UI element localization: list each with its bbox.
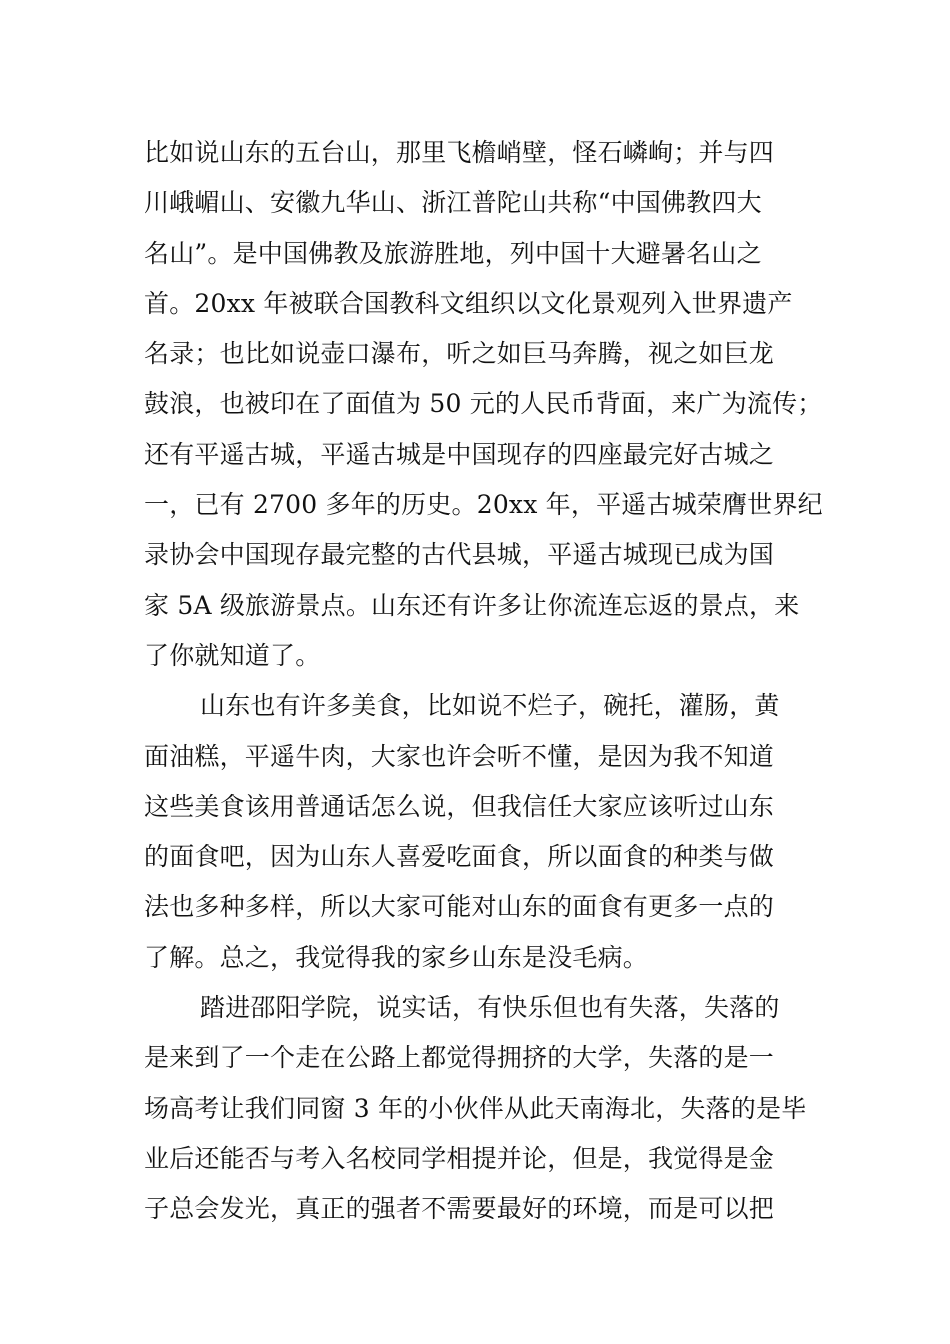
paragraph-2 <box>144 681 816 983</box>
text-line: 踏进邵阳学院，说实话，有快乐但也有失落，失落的 <box>200 993 780 1023</box>
text-line: 子总会发光，真正的强者不需要最好的环境，而是可以把 <box>144 1194 775 1224</box>
text-line: 是来到了一个走在公路上都觉得拥挤的大学，失落的是一 <box>144 1043 775 1073</box>
text-line: 面油糕，平遥牛肉，大家也许会听不懂，是因为我不知道 <box>144 741 775 771</box>
text-line: 业后还能否与考入名校同学相提并论，但是，我觉得是金 <box>144 1143 775 1173</box>
text-line: 川峨嵋山、安徽九华山、浙江普陀山共称“中国佛教四大 <box>144 188 762 218</box>
text-line: 法也多种多样，所以大家可能对山东的面食有更多一点的 <box>144 892 775 922</box>
text-line: 鼓浪，也被印在了面值为 50 元的人民币背面，来广为流传； <box>144 389 823 419</box>
text-line: 场高考让我们同窗 3 年的小伙伴从此天南海北，失落的是毕 <box>144 1093 807 1123</box>
text-line: 一，已有 2700 多年的历史。20xx 年，平遥古城荣膺世界纪 <box>144 490 823 520</box>
paragraph-1 <box>144 128 823 681</box>
text-line: 名山”。是中国佛教及旅游胜地，列中国十大避暑名山之 <box>144 238 762 268</box>
text-line: 这些美食该用普通话怎么说，但我信任大家应该听过山东 <box>144 791 775 821</box>
paragraph-3 <box>144 983 816 1234</box>
text-line: 首。20xx 年被联合国教科文组织以文化景观列入世界遗产 <box>144 288 793 318</box>
text-line: 家 5A 级旅游景点。山东还有许多让你流连忘返的景点，来 <box>144 590 800 620</box>
text-line: 还有平遥古城，平遥古城是中国现存的四座最完好古城之 <box>144 439 775 469</box>
text-line: 录协会中国现存最完整的古代县城，平遥古城现已成为国 <box>144 540 775 570</box>
body-text <box>144 128 823 1235</box>
text-line: 山东也有许多美食，比如说不烂子，碗托，灌肠，黄 <box>200 691 780 721</box>
text-line: 了你就知道了。 <box>144 640 321 670</box>
text-line: 的面食吧，因为山东人喜爱吃面食，所以面食的种类与做 <box>144 842 775 872</box>
text-line: 比如说山东的五台山，那里飞檐峭壁，怪石嶙峋；并与四 <box>144 138 775 167</box>
text-line: 了解。总之，我觉得我的家乡山东是没毛病。 <box>144 942 649 972</box>
text-line: 名录；也比如说壶口瀑布，听之如巨马奔腾，视之如巨龙 <box>144 339 775 369</box>
